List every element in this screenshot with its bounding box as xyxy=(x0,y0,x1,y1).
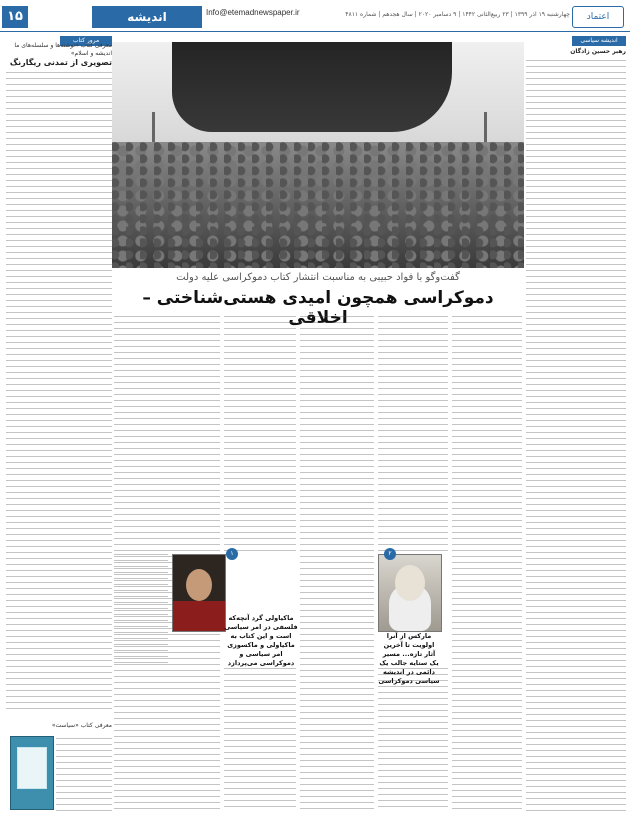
pull-quote-marx: مارکس از آنرا اولویت تا آخرین آثار تازه... مسیر یک ستایه جالب یک دائمی در اندیشه سیاسی دموکراسی xyxy=(378,632,440,685)
article-column-6 xyxy=(114,554,168,664)
caption-badge-machiavelli: ۱ xyxy=(226,548,238,560)
tag-political-thought: اندیشه سیاسی xyxy=(572,36,626,46)
page-number: ۱۵ xyxy=(2,6,28,28)
left-column-title: تصویری از تمدنی ریگارنگ xyxy=(9,58,112,67)
article-column-3 xyxy=(300,316,374,812)
right-column-body xyxy=(526,60,626,812)
caption-badge-marx: ۲ xyxy=(384,548,396,560)
tag-book-review: مرور کتاب xyxy=(60,36,112,46)
portrait-machiavelli xyxy=(172,554,226,632)
article-column-2 xyxy=(378,316,448,552)
portrait-marx xyxy=(378,554,442,632)
left-column-body-2 xyxy=(56,738,112,812)
article-column-4-lower xyxy=(224,668,296,812)
header-rule xyxy=(0,31,630,32)
left-column-body xyxy=(6,72,112,712)
newspaper-logo: اعتماد xyxy=(572,6,624,28)
pull-quote-machiavelli: ماکیاولی گرد آنچه‌که فلسفی در امر سیاسی است و این کتاب به ماکیاولی و ماکسوزی امر سیاسی و دموکراسی می‌پردازد xyxy=(224,614,298,667)
left-column-kicker: معرفی کتاب «نوشته‌ها و سلسله‌های ما اندیشه و اسلام» xyxy=(14,42,112,57)
lead-photo xyxy=(112,42,524,268)
section-title: اندیشه xyxy=(92,6,202,28)
email-address[interactable]: Info@etemadnewspaper.ir xyxy=(206,8,300,17)
page-header xyxy=(0,0,630,30)
article-column-1 xyxy=(452,316,522,812)
lead-headline: دموکراسی همچون امیدی هستی‌شناختی – اخلاقی xyxy=(142,288,494,328)
right-column-author: رهبر حسین زادگان xyxy=(570,48,626,55)
left-column-kicker-2: معرفی کتاب «سیاست» xyxy=(51,722,112,729)
lead-subheading: گفت‌وگو با فواد حبیبی به مناسبت انتشار کتاب دموکراسی علیه دولت xyxy=(176,272,460,283)
book-cover-image xyxy=(10,736,54,810)
article-column-2-lower xyxy=(378,668,448,812)
dateline: چهارشنبه ۱۹ آذر ۱۳۹۹ | ۲۳ ربیع‌الثانی ۱۴۴۲ | ۹ دسامبر ۲۰۲۰ | سال هجدهم | شماره ۴۸۱۱ xyxy=(345,11,570,18)
article-column-4 xyxy=(224,316,296,552)
